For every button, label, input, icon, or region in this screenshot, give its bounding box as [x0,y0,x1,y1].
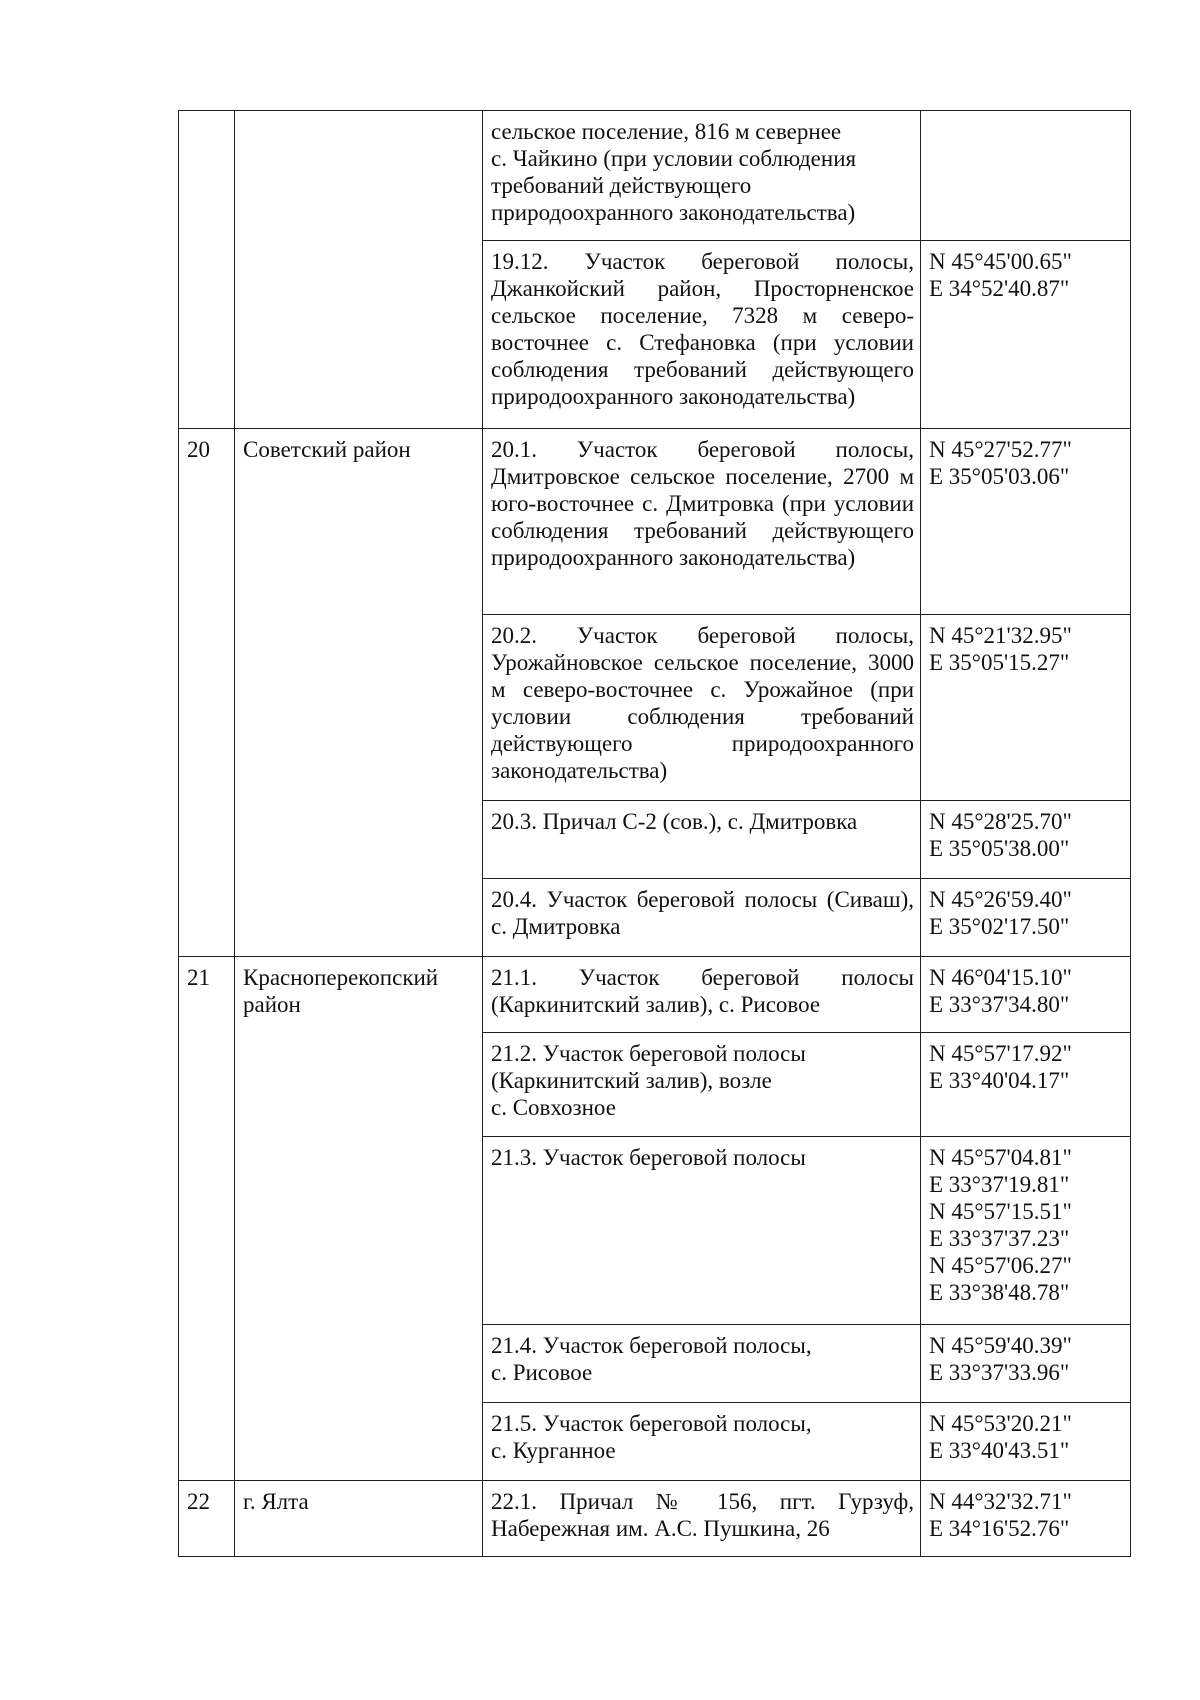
description-text: 20.2. Участок береговой полосы, Урожайновское сельское поселение, 3000 м северо-восточнее с. Урожайное (при условии соблюдения требований действующего природоохранного законодательства) [491,623,914,783]
coordinate-value: N 45°57'15.51" [929,1199,1072,1224]
coordinate-value: N 44°32'32.71" [929,1489,1072,1514]
coordinate-value: E 33°38'48.78" [929,1280,1070,1305]
coordinates-cell [921,1403,1131,1481]
coordinates-cell [921,1137,1131,1325]
coordinate-value: E 33°37'34.80" [929,992,1070,1017]
coordinate-value: E 33°37'33.96" [929,1360,1070,1385]
coordinate-value: E 35°05'15.27" [929,650,1070,675]
location-description [483,241,921,429]
district-name [235,111,483,429]
description-text: 21.5. Участок береговой полосы, с. Курганное [491,1411,812,1463]
location-description [483,429,921,615]
coordinate-value: E 33°37'19.81" [929,1172,1070,1197]
description-text: 21.2. Участок береговой полосы (Каркинитский залив), возле с. Совхозное [491,1041,806,1120]
description-text: 22.1. Причал № 156, пгт. Гурзуф, Набережная им. А.С. Пушкина, 26 [491,1489,914,1541]
coordinates-cell [921,879,1131,957]
coordinates-cell [921,111,1131,241]
location-description [483,111,921,241]
table-row [179,111,1131,241]
coordinates-cell [921,1481,1131,1557]
location-description [483,1033,921,1137]
location-description [483,1137,921,1325]
coordinate-value: N 45°45'00.65" [929,249,1072,274]
table-row [179,429,1131,615]
description-text: 20.3. Причал С-2 (сов.), с. Дмитровка [491,809,858,834]
locations-table [178,110,1131,1557]
description-text: 20.1. Участок береговой полосы, Дмитровское сельское поселение, 2700 м юго-восточнее с. Дмитровка (при условии соблюдения требований действующего природоохранного законодательства) [491,437,914,570]
coordinate-value: N 46°04'15.10" [929,965,1072,990]
district-name: Красноперекопский район [235,957,483,1481]
coordinate-value: N 45°57'06.27" [929,1253,1072,1278]
coordinate-value: E 33°37'37.23" [929,1226,1070,1251]
coordinate-value: E 35°05'03.06" [929,464,1070,489]
coordinate-value: N 45°57'17.92" [929,1041,1072,1066]
coordinate-value: E 35°02'17.50" [929,914,1070,939]
table-row [179,1481,1131,1557]
district-name: Советский район [235,429,483,957]
description-text: 21.4. Участок береговой полосы, с. Рисовое [491,1333,812,1385]
row-number: 21 [179,957,235,1481]
coordinate-value: N 45°53'20.21" [929,1411,1072,1436]
coordinates-cell [921,241,1131,429]
description-text: сельское поселение, 816 м севернее с. Чайкино (при условии соблюдения требований действующего природоохранного законодательства) [491,119,857,225]
description-text: 19.12. Участок береговой полосы, Джанкойский район, Просторненское сельское поселение, 7328 м северо-восточнее с. Стефановка (при условии соблюдения требований действующего природоохранного законодательства) [491,249,914,409]
coordinates-cell [921,957,1131,1033]
location-description [483,879,921,957]
location-description [483,957,921,1033]
location-description [483,1403,921,1481]
coordinate-value: E 33°40'43.51" [929,1438,1070,1463]
coordinate-value: N 45°26'59.40" [929,887,1072,912]
row-number: 20 [179,429,235,957]
coordinates-cell [921,615,1131,801]
location-description [483,1481,921,1557]
description-text: 21.1. Участок береговой полосы (Каркинитский залив), с. Рисовое [491,965,914,1017]
coordinate-value: E 34°16'52.76" [929,1516,1070,1541]
coordinates-cell [921,1325,1131,1403]
location-description [483,1325,921,1403]
coordinate-value: N 45°57'04.81" [929,1145,1072,1170]
coordinates-cell [921,429,1131,615]
table-row [179,957,1131,1033]
coordinate-value: E 35°05'38.00" [929,836,1070,861]
description-text: 20.4. Участок береговой полосы (Сиваш), с. Дмитровка [491,887,914,939]
coordinate-value: N 45°21'32.95" [929,623,1072,648]
coordinates-cell [921,801,1131,879]
coordinates-cell [921,1033,1131,1137]
coordinate-value: N 45°27'52.77" [929,437,1072,462]
row-number [179,111,235,429]
coordinate-value: E 34°52'40.87" [929,276,1070,301]
coordinate-value: N 45°28'25.70" [929,809,1072,834]
district-name: г. Ялта [235,1481,483,1557]
location-description [483,615,921,801]
coordinate-value: E 33°40'04.17" [929,1068,1070,1093]
coordinate-value: N 45°59'40.39" [929,1333,1072,1358]
location-description [483,801,921,879]
row-number: 22 [179,1481,235,1557]
description-text: 21.3. Участок береговой полосы [491,1145,806,1170]
